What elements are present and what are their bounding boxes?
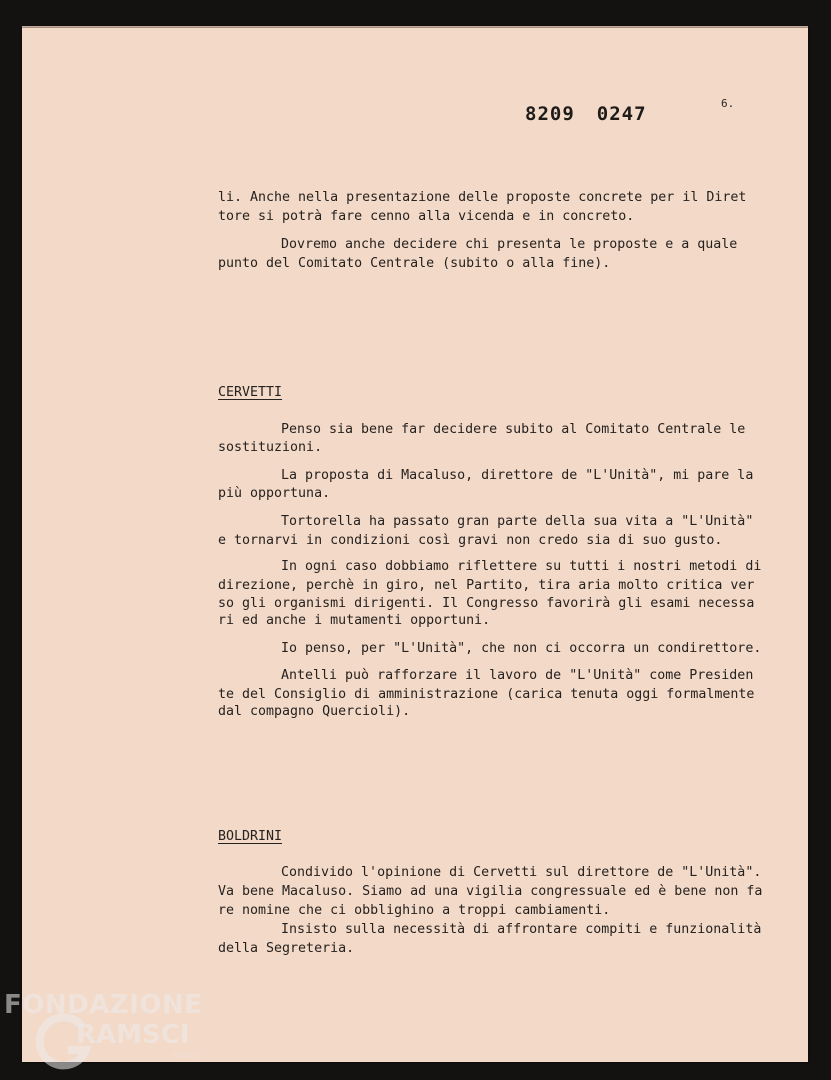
text-line: Condivido l'opinione di Cervetti sul direttore de "L'Unità".	[281, 865, 762, 880]
text-line: Insisto sulla necessità di affrontare compiti e funzionalità	[281, 922, 762, 937]
text-line: direzione, perchè in giro, nel Partito, tira aria molto critica ver	[218, 578, 755, 593]
text-line: Antelli può rafforzare il lavoro de "L'Unità" come Presiden	[281, 668, 754, 683]
text-line: Dovremo anche decidere chi presenta le proposte e a quale	[281, 237, 738, 252]
document-number	[525, 103, 647, 125]
watermark-onlus: onlus	[172, 1050, 199, 1061]
text-line: tore si potrà fare cenno alla vicenda e in concreto.	[218, 209, 635, 224]
text-line: te del Consiglio di amministrazione (carica tenuta oggi formalmente	[218, 687, 755, 702]
watermark-line-1: FONDAZIONE	[4, 990, 203, 1020]
text-line: sostituzioni.	[218, 440, 323, 455]
speaker-heading-cervetti: CERVETTI	[218, 385, 283, 400]
text-line: li. Anche nella presentazione delle proposte concrete per il Diret	[218, 190, 747, 205]
text-line: Penso sia bene far decidere subito al Comitato Centrale le	[281, 422, 746, 437]
document-number-part-2: 0247	[596, 103, 647, 125]
text-line: ri ed anche i mutamenti opportuni.	[218, 613, 491, 628]
text-line: più opportuna.	[218, 486, 331, 501]
text-line: so gli organismi dirigenti. Il Congresso favorirà gli esami necessa	[218, 596, 755, 611]
text-line: Io penso, per "L'Unità", che non ci occorra un condirettore.	[281, 641, 762, 656]
text-line: In ogni caso dobbiamo riflettere su tutti i nostri metodi di	[281, 559, 762, 574]
document-number-part-1: 8209	[525, 103, 575, 125]
fondazione-gramsci-watermark	[4, 990, 214, 1075]
text-line: La proposta di Macaluso, direttore de "L'Unità", mi pare la	[281, 468, 754, 483]
text-line: Tortorella ha passato gran parte della sua vita a "L'Unità"	[281, 514, 754, 529]
page-number: 6.	[721, 97, 735, 110]
text-line: dal compagno Quercioli).	[218, 704, 411, 719]
text-line: punto del Comitato Centrale (subito o alla fine).	[218, 256, 611, 271]
text-line: re nomine che ci obblighino a troppi cambiamenti.	[218, 903, 611, 918]
text-line: Va bene Macaluso. Siamo ad una vigilia congressuale ed è bene non fa	[218, 884, 763, 899]
speaker-heading-boldrini: BOLDRINI	[218, 829, 283, 844]
text-line: della Segreteria.	[218, 941, 355, 956]
text-line: e tornarvi in condizioni così gravi non credo sia di suo gusto.	[218, 533, 723, 548]
watermark-line-2: RAMSCI	[76, 1020, 190, 1050]
